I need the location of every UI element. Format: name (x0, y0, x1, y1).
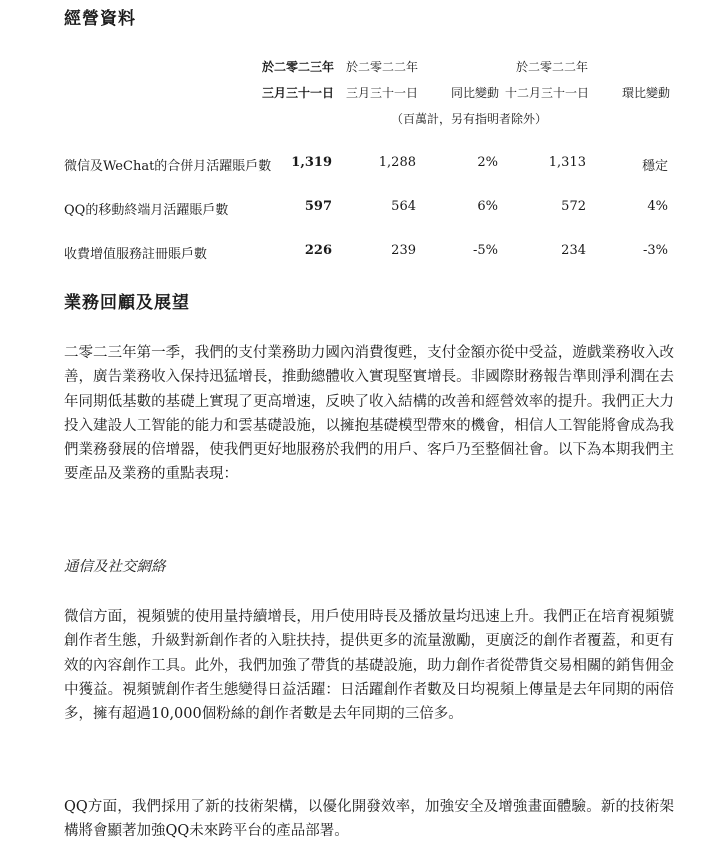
cell-2022q4: 234 (561, 243, 586, 258)
row-label: QQ的移動終端月活躍賬戶數 (64, 203, 229, 218)
cell-2022q1: 239 (391, 243, 416, 258)
cell-2022q1: 1,288 (378, 155, 416, 170)
cell-qoq: 4% (647, 199, 668, 214)
cell-2022q1: 564 (391, 199, 416, 214)
paragraph-qq: QQ方面，我們採用了新的技術架構，以優化開發效率，加強安全及增強畫面體驗。新的技術架構將會顯著加強QQ未來跨平台的產品部署。 (64, 799, 674, 840)
cell-2022q4: 572 (561, 199, 586, 214)
cell-2023q1: 226 (304, 243, 332, 258)
header-col-2023q1-line2: 三月三十一日 (262, 86, 335, 100)
header-col-yoy: 同比變動 (451, 86, 500, 100)
cell-yoy: -5% (472, 243, 498, 258)
header-col-2022q4-line2: 十二月三十一日 (505, 86, 590, 100)
cell-2023q1: 1,319 (291, 155, 332, 170)
cell-yoy: 6% (477, 199, 498, 214)
row-label: 收費增值服務註冊賬戶數 (64, 247, 208, 262)
header-col-qoq: 環比變動 (622, 86, 671, 100)
subsection-title: 通信及社交網絡 (64, 559, 166, 575)
paragraph-business-review: 二零二三年第一季，我們的支付業務助力國內消費復甦，支付金額亦從中受益，遊戲業務收入改善，廣告業務收入保持迅猛增長，推動總體收入實現堅實增長。非國際財務報告準則淨利潤在去年同期低基數的基礎上實現了更高增速，反映了收入結構的改善和經營效率的提升。我們正大力投入建設人工智能的能力和雲基礎設施，以擁抱基礎模型帶來的機會，相信人工智能將會成為我們業務發展的倍增器，使我們更好地服務於我們的用戶、客戶乃至整個社會。以下為本期我們主要產品及業務的重點表現： (64, 345, 674, 483)
row-label: 微信及WeChat的合併月活躍賬戶數 (64, 159, 272, 174)
header-col-2022q1-line1: 於二零二二年 (346, 60, 419, 74)
cell-yoy: 2% (477, 155, 498, 170)
cell-qoq: 穩定 (641, 159, 668, 174)
header-col-2023q1-line1: 於二零二三年 (262, 60, 335, 74)
header-col-2022q4-line1: 於二零二二年 (516, 60, 589, 74)
unit-note: （百萬計，另有指明者除外） (391, 112, 548, 126)
cell-qoq: -3% (642, 243, 668, 258)
section-title: 經營資料 (64, 9, 136, 29)
cell-2023q1: 597 (304, 199, 332, 214)
header-col-2022q1-line2: 三月三十一日 (346, 86, 419, 100)
cell-2022q4: 1,313 (548, 155, 586, 170)
section2-title: 業務回顧及展望 (64, 293, 190, 313)
paragraph-weixin: 微信方面，視頻號的使用量持續增長，用戶使用時長及播放量均迅速上升。我們正在培育視頻號創作者生態，升級對新創作者的入駐扶持，提供更多的流量激勵，更廣泛的創作者覆蓋，和更有效的內容創作工具。此外，我們加強了帶貨的基礎設施，助力創作者從帶貨交易相關的銷售佣金中獲益。視頻號創作者生態變得日益活躍：日活躍創作者數及日均視頻上傳量是去年同期的兩倍多，擁有超過10,000個粉絲的創作者數是去年同期的三倍多。 (64, 609, 674, 723)
